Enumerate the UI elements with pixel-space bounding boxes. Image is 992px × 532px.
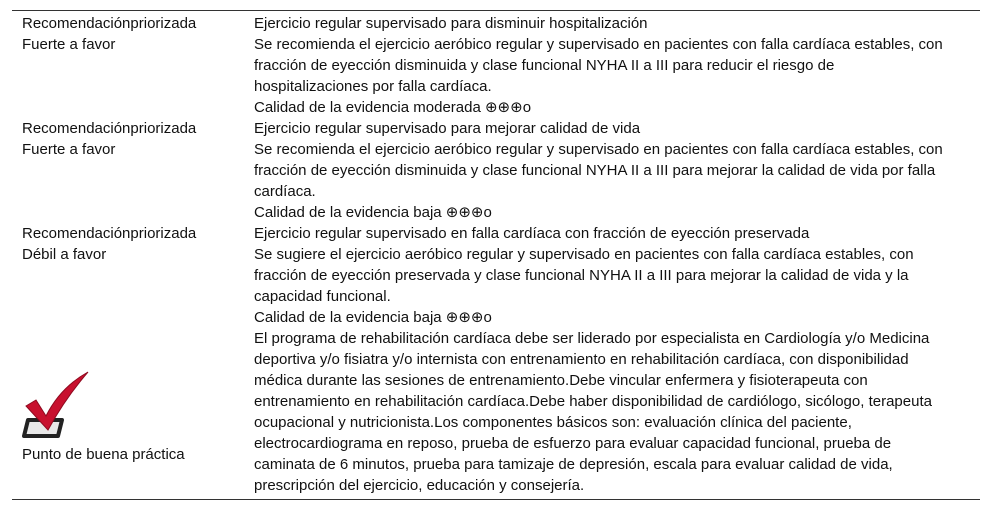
rec-3-type: Recomendaciónpriorizada bbox=[22, 225, 197, 242]
rec-3-text: Se sugiere el ejercicio aeróbico regular y supervisado en pacientes con falla cardíaca estables, con fracción de eyección preservada y clase funcional NYHA II a III para mejorar la calidad de vida y la capacidad funcional. bbox=[254, 246, 914, 305]
rec-2-title: Ejercicio regular supervisado para mejorar calidad de vida bbox=[254, 120, 641, 137]
rec-2-evidence-row bbox=[12, 202, 980, 223]
rec-1-strength: Fuerte a favor bbox=[22, 36, 116, 53]
good-practice-label-cell bbox=[12, 328, 254, 496]
rec-1-evidence: Calidad de la evidencia moderada ⊕⊕⊕o bbox=[254, 99, 532, 116]
rec-2-body-row bbox=[12, 139, 980, 202]
rec-1-type: Recomendaciónpriorizada bbox=[22, 15, 197, 32]
rec-1-evidence-row bbox=[12, 97, 980, 118]
rec-1-title: Ejercicio regular supervisado para disminuir hospitalización bbox=[254, 15, 648, 32]
rec-3-evidence: Calidad de la evidencia baja ⊕⊕⊕o bbox=[254, 309, 492, 326]
good-practice-label: Punto de buena práctica bbox=[22, 445, 185, 463]
rec-3-title: Ejercicio regular supervisado en falla cardíaca con fracción de eyección preservada bbox=[254, 225, 810, 242]
rec-2-text: Se recomienda el ejercicio aeróbico regular y supervisado en pacientes con falla cardíaca estables, con fracción de eyección disminuida y clase funcional NYHA II a III para mejorar la calidad de vida por falla cardíaca. bbox=[254, 141, 943, 200]
rec-2-strength: Fuerte a favor bbox=[22, 141, 116, 158]
recommendations-table bbox=[12, 10, 980, 500]
rec-3-evidence-row bbox=[12, 307, 980, 328]
rec-2-type: Recomendaciónpriorizada bbox=[22, 120, 197, 137]
good-practice-row bbox=[12, 328, 980, 499]
checkbox-checkmark-icon bbox=[22, 370, 94, 440]
rec-3-strength: Débil a favor bbox=[22, 246, 107, 263]
rec-2-evidence: Calidad de la evidencia baja ⊕⊕⊕o bbox=[254, 204, 492, 221]
rec-2-header-row bbox=[12, 118, 980, 139]
rec-1-header-row bbox=[12, 11, 980, 34]
good-practice-text: El programa de rehabilitación cardíaca debe ser liderado por especialista en Cardiología y/o Medicina deportiva y/o fisiatra y/o internista con entrenamiento en rehabilitación cardíaca, con disponibilidad médica durante las sesiones de entrenamiento.Debe vincular enfermera y fisioterapeuta con entrenamiento en rehabilitación cardíaca.Debe haber disponibilidad de cardiólogo, sicólogo, terapeuta ocupacional y nutricionista.Los componentes básicos son: evaluación clínica del paciente, electrocardiograma en reposo, prueba de esfuerzo para evaluar capacidad funcional, prueba de caminata de 6 minutos, prueba para tamizaje de depresión, escala para evaluar calidad de vida, prescripción del ejercicio, educación y consejería. bbox=[254, 330, 932, 494]
rec-1-body-row bbox=[12, 34, 980, 97]
rec-3-header-row bbox=[12, 223, 980, 244]
rec-1-text: Se recomienda el ejercicio aeróbico regular y supervisado en pacientes con falla cardíaca estables, con fracción de eyección disminuida y clase funcional NYHA II a III para reducir el riesgo de hospitalizaciones por falla cardíaca. bbox=[254, 36, 943, 95]
rec-3-body-row bbox=[12, 244, 980, 307]
